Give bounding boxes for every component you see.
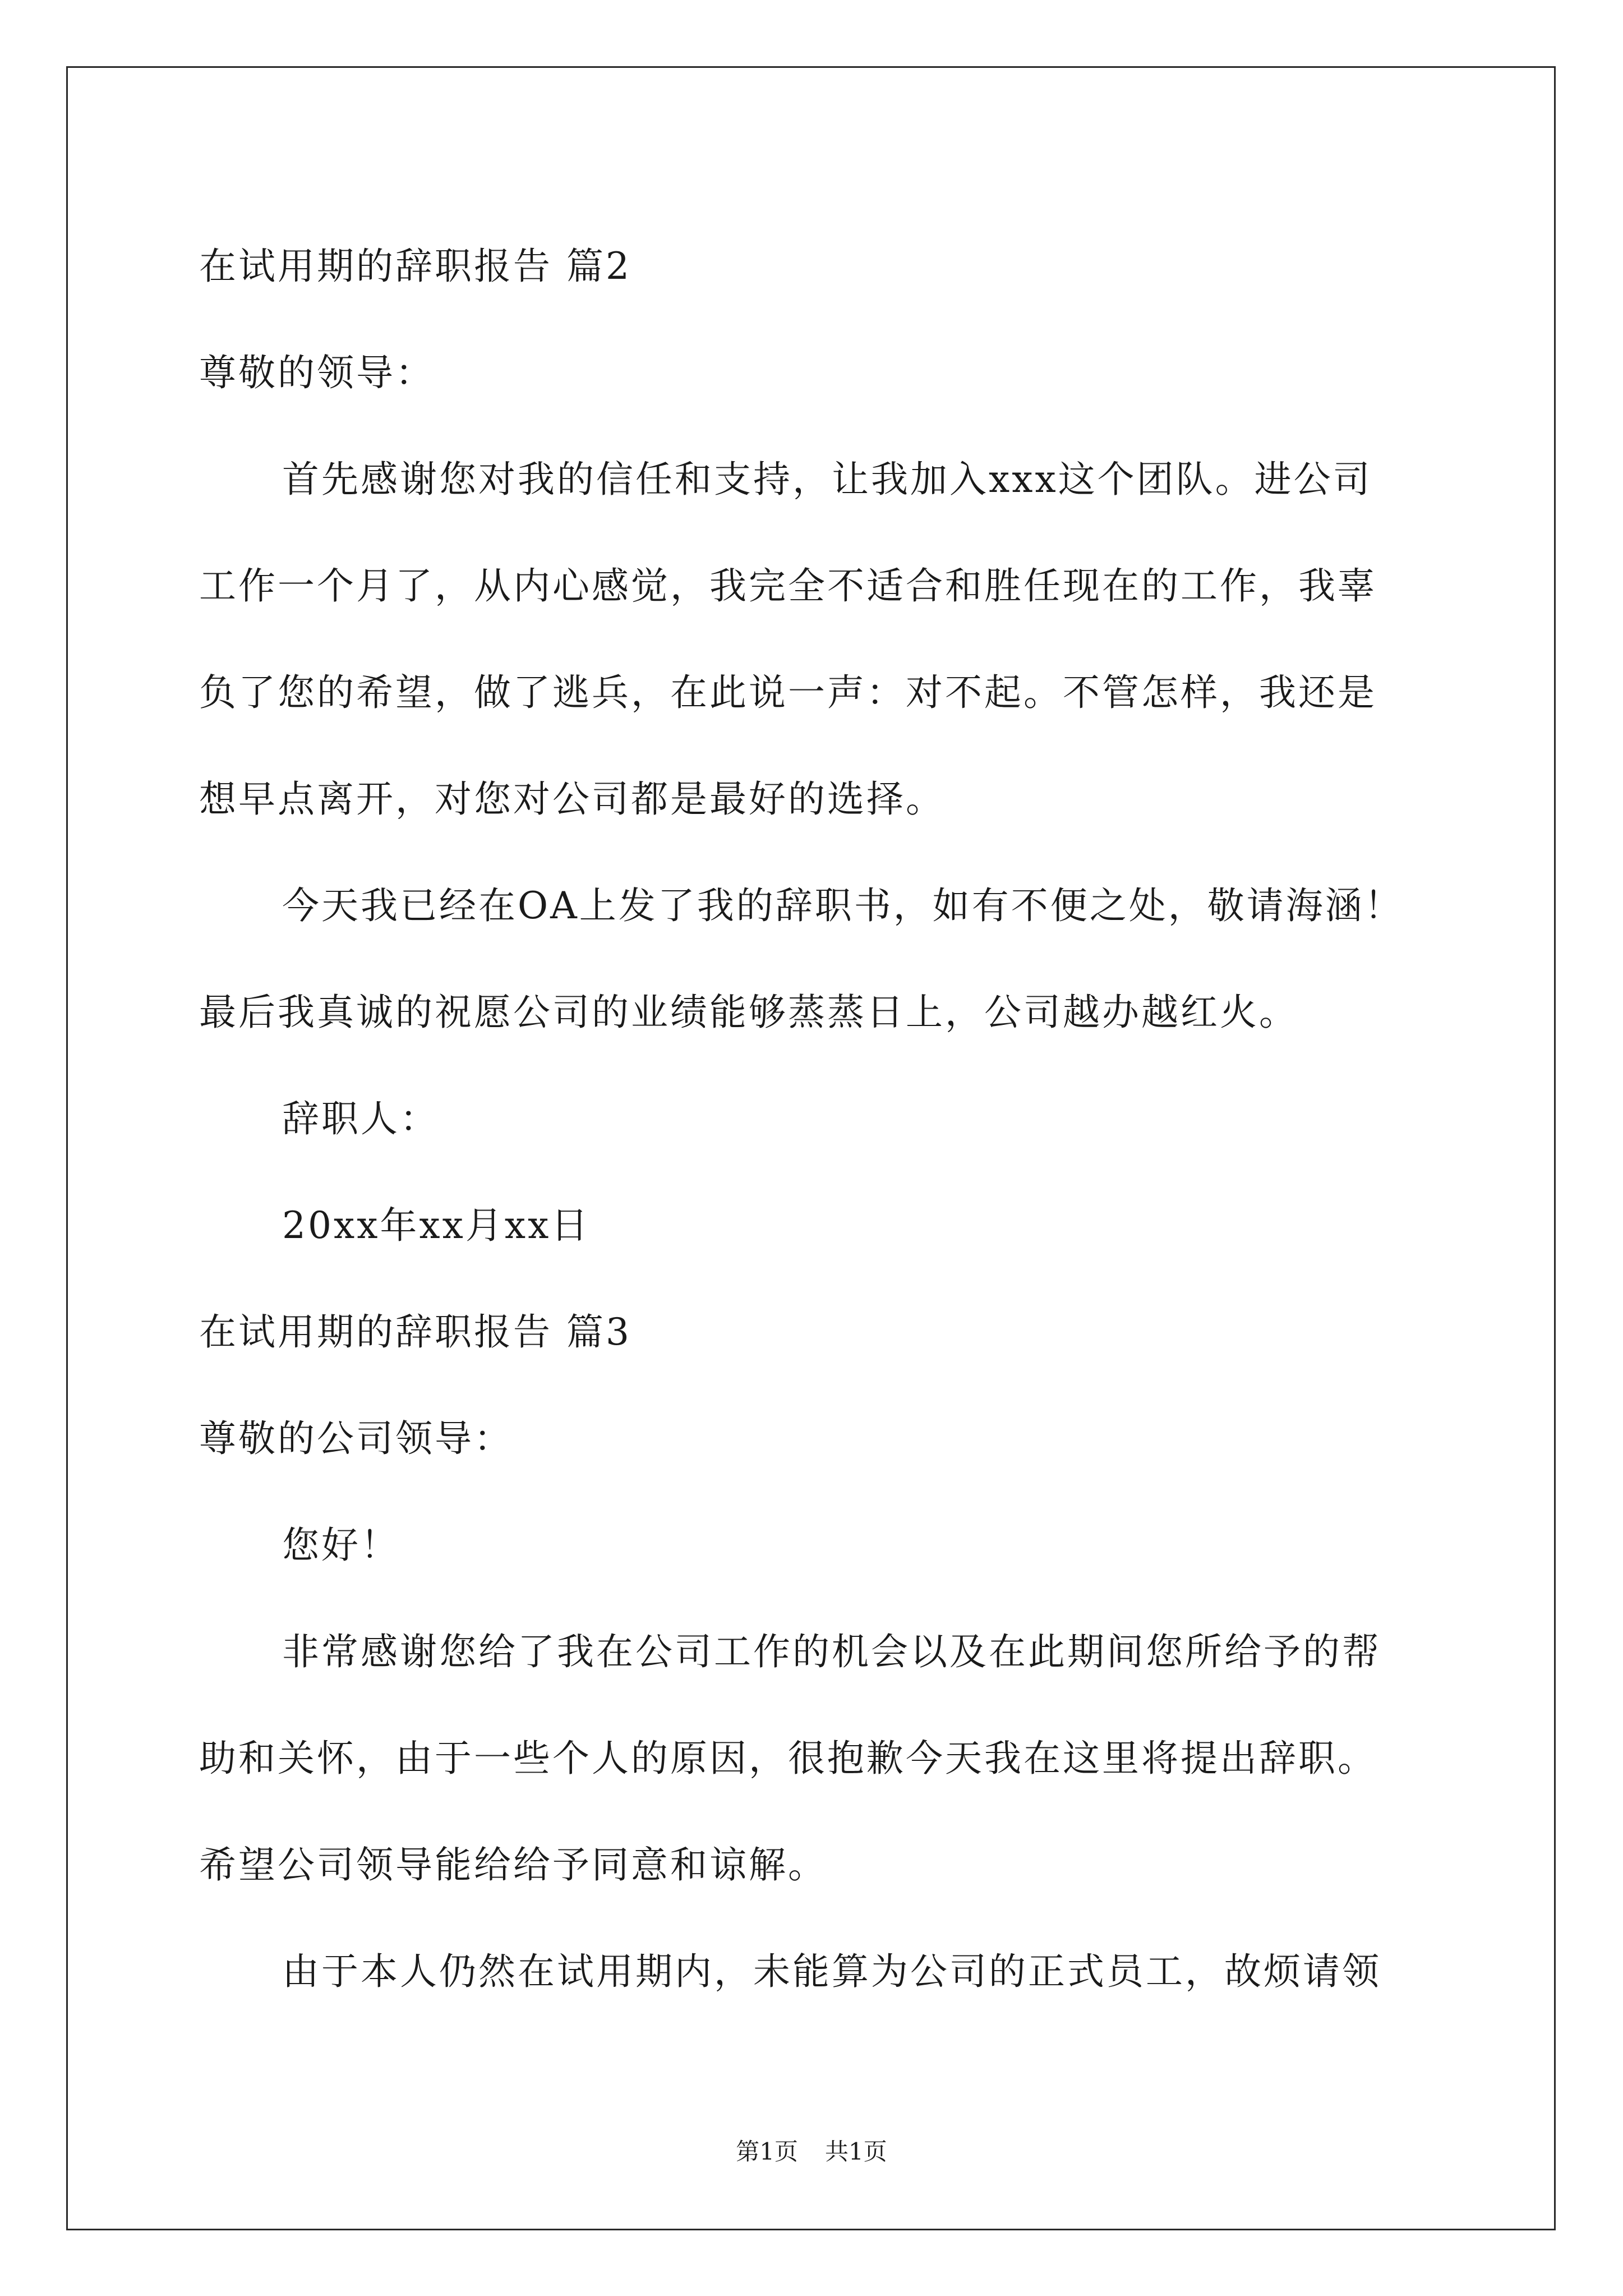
paragraph-line: 工作一个月了，从内心感觉，我完全不适合和胜任现在的工作，我辜	[199, 564, 1377, 608]
section-title-2: 在试用期的辞职报告 篇2	[199, 245, 631, 288]
signature-label: 辞职人：	[282, 1097, 439, 1140]
date-line: 20xx年xx月xx日	[282, 1204, 591, 1247]
paragraph-line: 助和关怀，由于一些个人的原因，很抱歉今天我在这里将提出辞职。	[199, 1737, 1377, 1780]
salutation: 尊敬的公司领导：	[199, 1417, 513, 1460]
paragraph-line: 最后我真诚的祝愿公司的业绩能够蒸蒸日上，公司越办越红火。	[199, 991, 1298, 1034]
salutation: 尊敬的领导：	[199, 351, 435, 394]
page-footer	[0, 2136, 1623, 2168]
page-number-current: 第1页	[736, 2138, 798, 2165]
document-body	[199, 213, 1433, 2025]
paragraph-line: 负了您的希望，做了逃兵，在此说一声：对不起。不管怎样，我还是	[199, 671, 1377, 714]
paragraph-line: 今天我已经在OA上发了我的辞职书，如有不便之处，敬请海涵！	[282, 884, 1404, 927]
paragraph-line: 非常感谢您给了我在公司工作的机会以及在此期间您所给予的帮	[282, 1630, 1381, 1673]
page-number-total: 共1页	[825, 2138, 887, 2165]
section-title-3: 在试用期的辞职报告 篇3	[199, 1310, 631, 1354]
paragraph-line: 由于本人仍然在试用期内，未能算为公司的正式员工，故烦请领	[282, 1950, 1381, 1993]
paragraph-line: 希望公司领导能给给予同意和谅解。	[199, 1843, 827, 1887]
greeting: 您好！	[282, 1524, 400, 1567]
paragraph-line: 首先感谢您对我的信任和支持，让我加入xxx这个团队。进公司	[282, 458, 1372, 501]
paragraph-line: 想早点离开，对您对公司都是最好的选择。	[199, 777, 945, 821]
